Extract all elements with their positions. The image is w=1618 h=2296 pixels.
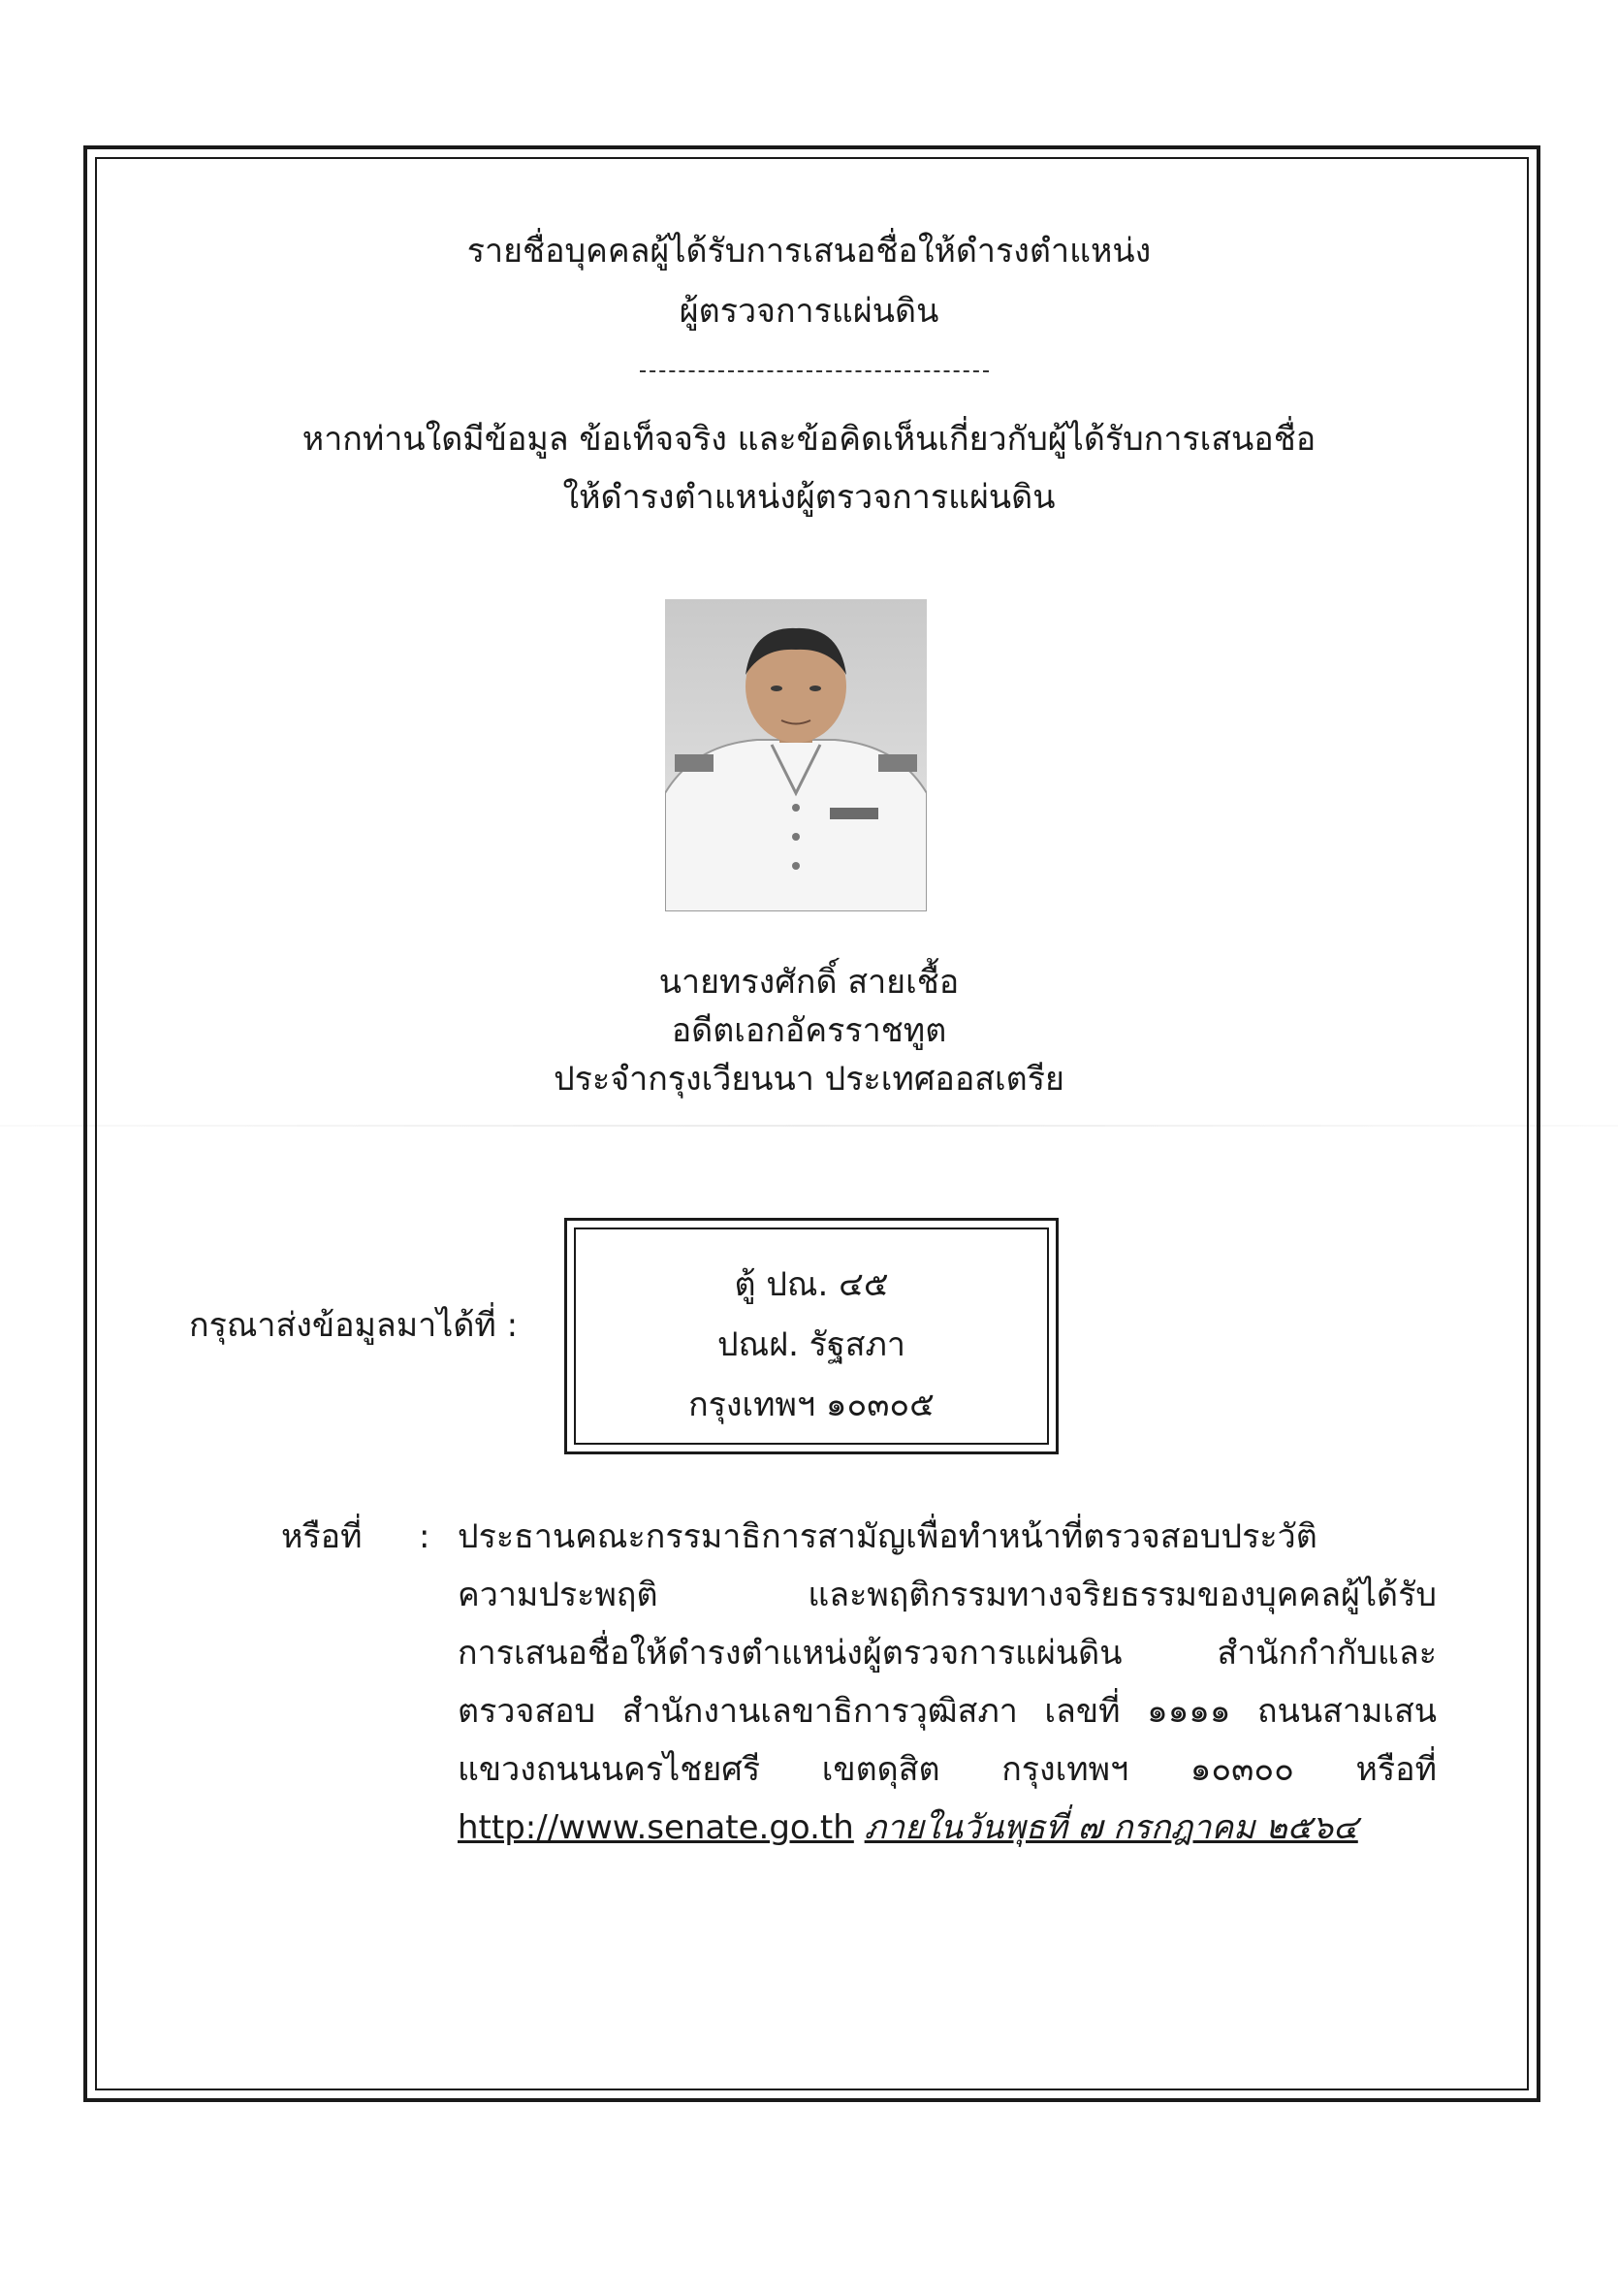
send-label: กรุณาส่งข้อมูลมาได้ที่ : <box>189 1306 519 1345</box>
senate-website-link[interactable]: http://www.senate.go.th <box>458 1808 854 1847</box>
alt-address-line: ประธานคณะกรรมาธิการสามัญเพื่อทำหน้าที่ตรวจสอบประวัติ <box>458 1517 1317 1556</box>
title-line-2: ผู้ตรวจการแผ่นดิน <box>679 292 939 331</box>
address-line-1: ตู้ ปณ. ๔๕ <box>734 1265 889 1304</box>
or-colon: : <box>419 1517 430 1556</box>
alt-address-line: การเสนอชื่อให้ดำรงตำแหน่งผู้ตรวจการแผ่นดิน สำนักกำกับและ <box>458 1634 1437 1673</box>
paper-fold-line <box>0 1125 1618 1127</box>
alt-address-line: ตรวจสอบ สำนักงานเลขาธิการวุฒิสภา เลขที่ ๑๑๑๑ ถนนสามเสน <box>458 1692 1437 1731</box>
address-line-2: ปณฝ. รัฐสภา <box>717 1325 905 1364</box>
separator-dashes <box>640 370 989 372</box>
candidate-name: นายทรงศักดิ์ สายเชื้อ <box>658 963 960 1002</box>
address-line-3: กรุงเทพฯ ๑๐๓๐๕ <box>688 1386 935 1424</box>
invitation-line-2: ให้ดำรงตำแหน่งผู้ตรวจการแผ่นดิน <box>562 478 1056 517</box>
alt-address-line: ความประพฤติ และพฤติกรรมทางจริยธรรมของบุคคลผู้ได้รับ <box>458 1576 1437 1614</box>
candidate-photo <box>665 599 927 911</box>
submission-deadline: ภายในวันพุธที่ ๗ กรกฎาคม ๒๕๖๔ <box>864 1808 1358 1847</box>
alt-address-line: แขวงถนนนครไชยศรี เขตดุสิต กรุงเทพฯ ๑๐๓๐๐ หรือที่ <box>458 1750 1437 1789</box>
invitation-line-1: หากท่านใดมีข้อมูล ข้อเท็จจริง และข้อคิดเห็นเกี่ยวกับผู้ได้รับการเสนอชื่อ <box>301 420 1317 459</box>
candidate-title: อดีตเอกอัครราชทูต <box>671 1011 947 1050</box>
title-line-1: รายชื่อบุคคลผู้ได้รับการเสนอชื่อให้ดำรงตำแหน่ง <box>466 232 1152 271</box>
candidate-post: ประจำกรุงเวียนนา ประเทศออสเตรีย <box>554 1060 1064 1099</box>
or-label: หรือที่ <box>281 1517 363 1556</box>
url-deadline-line <box>458 1803 1358 1852</box>
